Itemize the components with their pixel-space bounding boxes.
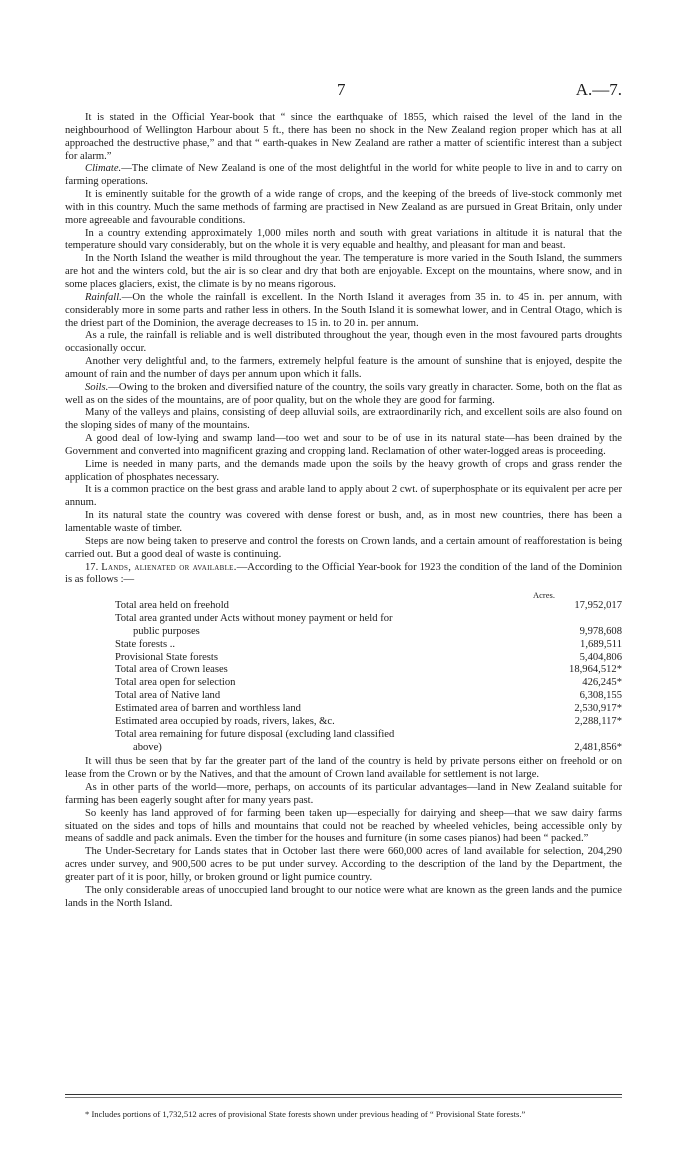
- table-row: [65, 652, 622, 665]
- paragraph: In the North Island the weather is mild throughout the year. The temperature is more varied in the South Island, the summers are hot and the winters cold, but the air is so clear and dry that both are enjoyable. Except on the mountains, where snow, and in some places glaciers, exist, the climate is by no means rigorous.: [65, 253, 622, 290]
- row-label: above): [133, 741, 162, 753]
- section-title: Lands, alienated or available.: [101, 561, 237, 573]
- paragraph: It will thus be seen that by far the greater part of the land of the country is held by private persons either on freehold or on lease from the Crown or by the Natives, and that the amount of Crown land available for settlement is not large.: [65, 756, 622, 781]
- row-value: 2,288,117*: [574, 715, 622, 727]
- row-label: Estimated area occupied by roads, rivers, lakes, &c.: [115, 715, 335, 727]
- paragraph: The only considerable areas of unoccupied land brought to our notice were what are known as the green lands and the pumice lands in the North Island.: [65, 884, 622, 909]
- table-row: [65, 613, 622, 626]
- row-value: 2,481,856*: [574, 741, 622, 753]
- table-row: [65, 703, 622, 716]
- paragraph: It is stated in the Official Year-book that “ since the earthquake of 1855, which raised the level of the land in the neighbourhood of Wellington Harbour about 5 ft., there has been no shock in the New Zealand region proper which has at all approached the destructive phase,” and that “ earth-quakes in New Zealand are rather a matter of scientific interest than a subject for alarm.”: [65, 112, 622, 162]
- paragraph: So keenly has land approved of for farming been taken up—especially for dairying and sheep—that we saw dairy farms situated on the sides and tops of hills and mountains that could not be reached by wheeled vehicles, being accessible only by means of saddle and pack animals. Even the timber for the houses and furniture (in some cases pianos) had been “ packed.”: [65, 807, 622, 845]
- paragraph: Lime is needed in many parts, and the demands made upon the soils by the heavy growth of crops and grass render the application of phosphates necessary.: [65, 458, 622, 483]
- row-value: 18,964,512*: [569, 664, 622, 676]
- paragraph: Steps are now being taken to preserve and control the forests on Crown lands, and a certain amount of reafforestation is being carried out. But a good deal of waste is continuing.: [65, 535, 622, 560]
- paragraph: A good deal of low-lying and swamp land—too wet and sour to be of use in its natural state—has been drained by the Government and converted into magnificent grazing and cropping land. Reclamation of other water-logged areas is proceeding.: [65, 433, 622, 457]
- section-number: 17.: [85, 561, 99, 573]
- row-label: Total area remaining for future disposal (excluding land classified: [115, 728, 395, 740]
- row-value: 2,530,917*: [574, 702, 622, 714]
- section-17-heading: [65, 562, 622, 588]
- section-intro: —According to the Official Year-book for 1923 the condition of the land of the Dominion is as follows :—: [65, 561, 622, 586]
- row-value: 5,404,806: [579, 651, 622, 663]
- paragraph-rainfall: [65, 292, 622, 331]
- row-label: Total area granted under Acts without money payment or held for: [115, 613, 393, 625]
- soils-text: —Owing to the broken and diversified nature of the country, the soils vary greatly in character. Some, both on the flat as well as on the sides of the mountains, are of poor quality, but on the whole they are good for farming.: [65, 381, 622, 406]
- row-label: Total area of Native land: [115, 690, 221, 702]
- acres-column-header: Acres.: [533, 590, 555, 601]
- paragraph-soils: [65, 382, 622, 408]
- paragraph: Many of the valleys and plains, consisting of deep alluvial soils, are extraordinarily rich, and excellent soils are also found on the sloping sides of many of the mountains.: [65, 407, 622, 432]
- soils-label: Soils.: [85, 381, 109, 393]
- paragraph-climate: [65, 163, 622, 189]
- table-row: [65, 716, 622, 729]
- row-value: 17,952,017: [574, 600, 622, 612]
- paragraph: The Under-Secretary for Lands states that in October last there were 660,000 acres of land available for selection, 204,290 acres under survey, and 900,500 acres to be put under survey. According to the description of the land by the Department, the greater part of it is poor, hilly, or broken ground or light pumice country.: [65, 846, 622, 883]
- rainfall-text: —On the whole the rainfall is excellent. In the North Island it averages from 35 in. to 45 in. per annum, with considerably more in some parts and rather less in others. In the South Island it is somewhat lower, and in Central Otago, which is the driest part of the Dominion, the average decreases to 15 in. to 20 in. per annum.: [65, 291, 622, 329]
- table-row: [65, 690, 622, 703]
- row-label: Total area of Crown leases: [115, 664, 228, 676]
- row-label: Total area open for selection: [115, 677, 236, 689]
- row-value: [482, 613, 622, 626]
- land-area-table: [65, 590, 622, 754]
- paragraph: In a country extending approximately 1,000 miles north and south with great variations in altitude it is natural that the temperature should vary considerably, but on the whole it is very equable and healthy, and pleasant for man and beast.: [65, 227, 622, 252]
- table-row: [65, 742, 622, 755]
- footnote: * Includes portions of 1,732,512 acres of provisional State forests shown under previous heading of “ Provisional State forests.”: [85, 1108, 526, 1119]
- table-row: [65, 626, 622, 639]
- table-row: [65, 729, 622, 742]
- rainfall-label: Rainfall.: [85, 291, 122, 303]
- document-reference: A.—7.: [575, 80, 622, 99]
- row-value: 1,689,511: [580, 638, 622, 650]
- row-label: Estimated area of barren and worthless land: [115, 702, 301, 714]
- row-value: [482, 729, 622, 742]
- paragraph: As in other parts of the world—more, perhaps, on accounts of its particular advantages—land in New Zealand suitable for farming has been eagerly sought after for many years past.: [65, 782, 622, 806]
- climate-text: —The climate of New Zealand is one of the most delightful in the world for white people to live in and to carry on farming operations.: [65, 163, 622, 188]
- row-label: Total area held on freehold: [115, 600, 229, 612]
- climate-label: Climate.: [85, 163, 122, 175]
- page-header: [0, 80, 700, 100]
- table-row: [65, 664, 622, 677]
- paragraph: It is eminently suitable for the growth of a wide range of crops, and the keeping of the breeds of live-stock commonly met with in this country. Much the same methods of farming are practised in New Zealand as are pursued in Great Britain, only under more agreeable and favourable conditions.: [65, 189, 622, 226]
- table-row: [65, 639, 622, 652]
- row-label: State forests ..: [115, 638, 176, 650]
- page-number: 7: [337, 80, 346, 99]
- paragraph: As a rule, the rainfall is reliable and is well distributed throughout the year, though even in the most favoured parts droughts occasionally occur.: [65, 330, 622, 355]
- paragraph: It is a common practice on the best grass and arable land to apply about 2 cwt. of superphosphate or its equivalent per acre per annum.: [65, 484, 622, 509]
- table-row: [65, 677, 622, 690]
- paragraph: In its natural state the country was covered with dense forest or bush, and, as in most new countries, there has been a lamentable waste of timber.: [65, 510, 622, 534]
- document-body: [65, 112, 622, 910]
- row-value: 6,308,155: [579, 690, 622, 702]
- footnote-divider-thin: [65, 1097, 622, 1098]
- table-row: [65, 600, 622, 613]
- row-label: Provisional State forests: [115, 651, 218, 663]
- row-value: 426,245*: [582, 677, 622, 689]
- footnote-divider: [65, 1094, 622, 1095]
- row-value: 9,978,608: [579, 625, 622, 637]
- paragraph: Another very delightful and, to the farmers, extremely helpful feature is the amount of sunshine that is enjoyed, despite the amount of rain and the number of days per annum upon which it falls.: [65, 356, 622, 380]
- row-label: public purposes: [133, 625, 200, 637]
